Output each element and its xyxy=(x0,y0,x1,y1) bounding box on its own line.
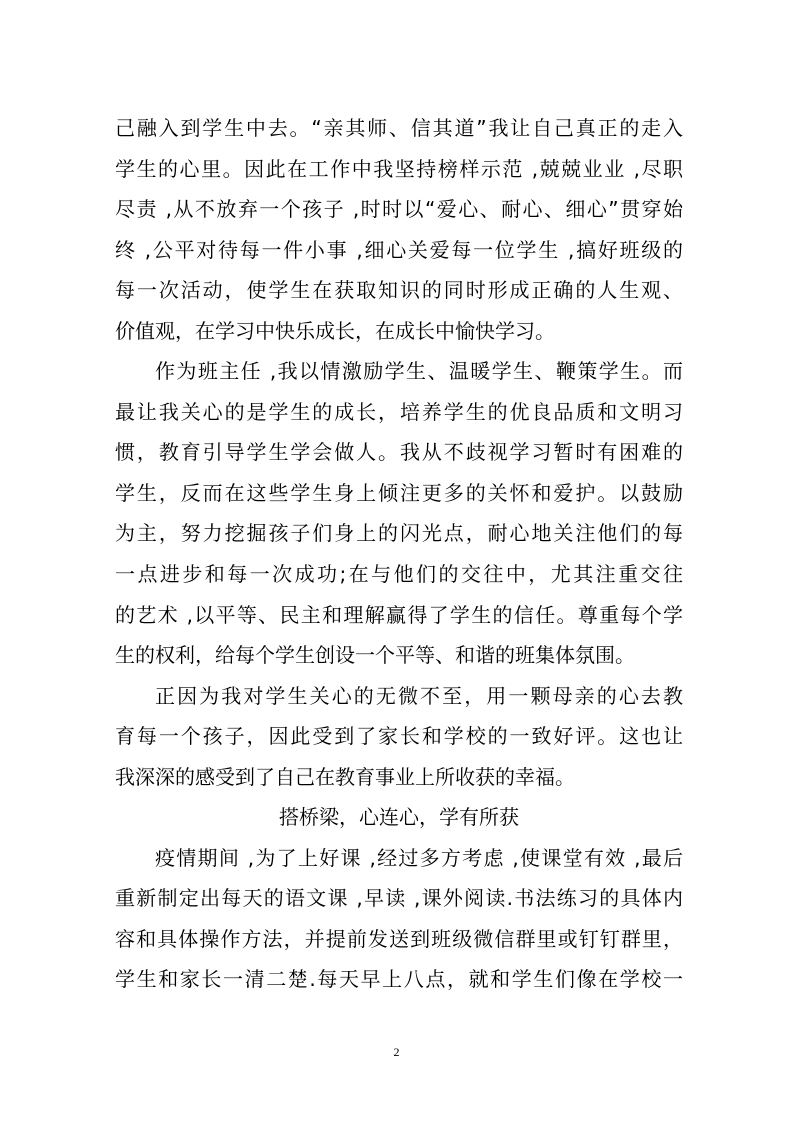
text-line: 为主，努力挖掘孩子们身上的闪光点，耐心地关注他们的每 xyxy=(115,521,683,546)
text-line: 价值观，在学习中快乐成长，在成长中愉快学习。 xyxy=(115,318,555,343)
text-line: 生的权利，给每个学生创设一个平等、和谐的班集体氛围。 xyxy=(115,643,635,668)
text-line: 疫情期间 ,为了上好课 ,经过多方考虑 ,使课堂有效 ,最后 xyxy=(155,845,683,870)
page-number: 2 xyxy=(393,1045,400,1059)
text-line: 一点进步和每一次成功;在与他们的交往中，尤其注重交往 xyxy=(115,562,683,587)
text-line: 重新制定出每天的语文课 ,早读 ,课外阅读.书法练习的具体内 xyxy=(115,886,683,911)
text-line: 己融入到学生中去。“亲其师、信其道”我让自己真正的走入 xyxy=(115,116,683,140)
text-line: 每一次活动，使学生在获取知识的同时形成正确的人生观、 xyxy=(115,278,683,303)
text-line: 正因为我对学生关心的无微不至，用一颗母亲的心去教 xyxy=(155,683,683,708)
text-line: 尽责 ,从不放弃一个孩子 ,时时以“爱心、耐心、细心”贯穿始 xyxy=(115,197,683,222)
text-line: 的艺术 ,以平等、民主和理解赢得了学生的信任。尊重每个学 xyxy=(115,602,683,627)
text-line: 学生和家长一清二楚.每天早上八点，就和学生们像在学校一 xyxy=(115,967,683,992)
body-text xyxy=(115,108,683,1000)
text-line: 育每一个孩子，因此受到了家长和学校的一致好评。这也让 xyxy=(115,724,683,749)
text-line: 学生，反而在这些学生身上倾注更多的关怀和爱护。以鼓励 xyxy=(115,480,683,505)
text-line: 我深深的感受到了自己在教育事业上所收获的幸福。 xyxy=(115,764,575,789)
text-line: 最让我关心的是学生的成长，培养学生的优良品质和文明习 xyxy=(115,399,683,424)
section-heading: 搭桥梁，心连心，学有所获 xyxy=(279,805,519,830)
text-line: 容和具体操作方法，并提前发送到班级微信群里或钉钉群里， xyxy=(115,926,683,951)
text-line: 终 ,公平对待每一件小事 ,细心关爱每一位学生 ,搞好班级的 xyxy=(115,237,683,262)
text-line: 学生的心里。因此在工作中我坚持榜样示范 ,兢兢业业 ,尽职 xyxy=(115,156,683,181)
text-line: 惯，教育引导学生学会做人。我从不歧视学习暂时有困难的 xyxy=(115,440,683,465)
text-line: 作为班主任 ,我以情激励学生、温暖学生、鞭策学生。而 xyxy=(155,359,683,384)
